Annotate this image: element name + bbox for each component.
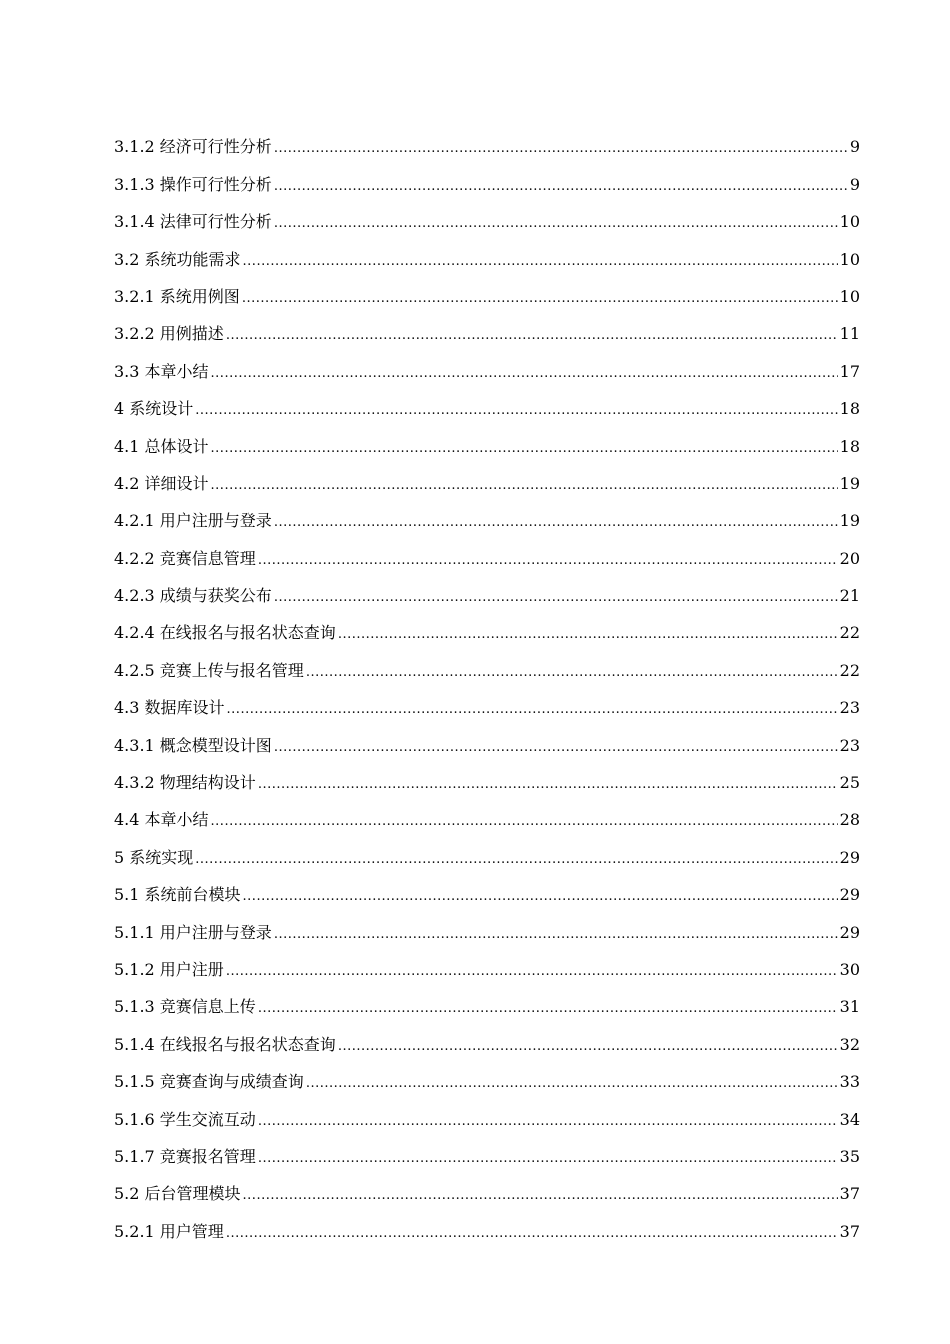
toc-entry-page: 9 xyxy=(849,174,860,194)
toc-entry[interactable] xyxy=(114,830,860,867)
toc-entry-title: 5.1.4 在线报名与报名状态查询 xyxy=(114,1034,336,1054)
toc-dot-leader xyxy=(211,362,838,382)
toc-dot-leader xyxy=(274,175,848,195)
toc-entry-title: 4.2.4 在线报名与报名状态查询 xyxy=(114,623,336,643)
toc-entry-title: 5.1.7 竞赛报名管理 xyxy=(114,1146,256,1166)
toc-entry-page: 9 xyxy=(849,137,860,157)
toc-dot-leader xyxy=(258,1110,838,1130)
toc-entry-title: 4.3.2 物理结构设计 xyxy=(114,773,256,793)
toc-entry[interactable] xyxy=(114,419,860,456)
toc-dot-leader xyxy=(274,137,848,157)
toc-entry[interactable] xyxy=(114,232,860,269)
toc-entry[interactable] xyxy=(114,681,860,718)
toc-dot-leader xyxy=(226,960,838,980)
toc-entry-title: 3.2 系统功能需求 xyxy=(114,249,241,269)
toc-entry[interactable] xyxy=(114,1204,860,1241)
toc-entry-title: 5.1 系统前台模块 xyxy=(114,885,241,905)
toc-entry-title: 5.2 后台管理模块 xyxy=(114,1184,241,1204)
toc-dot-leader xyxy=(258,1147,838,1167)
toc-entry-title: 3.1.3 操作可行性分析 xyxy=(114,174,272,194)
toc-entry[interactable] xyxy=(114,195,860,232)
toc-dot-leader xyxy=(258,997,838,1017)
toc-entry-title: 5.1.2 用户注册 xyxy=(114,959,224,979)
toc-entry[interactable] xyxy=(114,1055,860,1092)
toc-dot-leader xyxy=(211,810,838,830)
toc-dot-leader xyxy=(243,250,838,270)
toc-entry-title: 4 系统设计 xyxy=(114,399,194,419)
toc-dot-leader xyxy=(338,623,838,643)
toc-dot-leader xyxy=(226,1222,838,1242)
toc-dot-leader xyxy=(258,549,838,569)
toc-entry[interactable] xyxy=(114,494,860,531)
toc-dot-leader xyxy=(258,773,838,793)
toc-entry[interactable] xyxy=(114,1017,860,1054)
toc-entry-title: 3.2.2 用例描述 xyxy=(114,324,224,344)
toc-entry-title: 3.2.1 系统用例图 xyxy=(114,286,240,306)
toc-entry[interactable] xyxy=(114,344,860,381)
toc-entry-title: 5 系统实现 xyxy=(114,847,194,867)
toc-entry-page: 25 xyxy=(839,773,860,793)
toc-dot-leader xyxy=(211,437,838,457)
toc-dot-leader xyxy=(227,698,838,718)
toc-dot-leader xyxy=(274,736,838,756)
toc-dot-leader xyxy=(338,1035,838,1055)
toc-entry-page: 20 xyxy=(839,548,860,568)
toc-entry-page: 21 xyxy=(839,586,860,606)
toc-entry-page: 22 xyxy=(839,623,860,643)
toc-dot-leader xyxy=(306,1072,838,1092)
toc-entry-page: 29 xyxy=(839,922,860,942)
toc-entry-title: 5.1.3 竞赛信息上传 xyxy=(114,997,256,1017)
toc-dot-leader xyxy=(195,399,837,419)
toc-entry-title: 3.3 本章小结 xyxy=(114,361,209,381)
toc-entry-page: 31 xyxy=(839,997,860,1017)
toc-dot-leader xyxy=(211,474,838,494)
toc-entry-page: 33 xyxy=(839,1072,860,1092)
toc-entry[interactable] xyxy=(114,382,860,419)
toc-entry-title: 5.1.1 用户注册与登录 xyxy=(114,922,272,942)
toc-entry-page: 29 xyxy=(839,885,860,905)
toc-entry-page: 10 xyxy=(839,286,860,306)
toc-entry-page: 18 xyxy=(839,436,860,456)
toc-dot-leader xyxy=(306,661,838,681)
toc-entry-title: 4.3.1 概念模型设计图 xyxy=(114,735,272,755)
toc-dot-leader xyxy=(274,586,838,606)
toc-entry[interactable] xyxy=(114,756,860,793)
toc-entry-title: 5.1.6 学生交流互动 xyxy=(114,1109,256,1129)
toc-entry[interactable] xyxy=(114,1167,860,1204)
toc-entry-title: 3.1.4 法律可行性分析 xyxy=(114,212,272,232)
toc-entry-title: 3.1.2 经济可行性分析 xyxy=(114,137,272,157)
toc-entry-page: 23 xyxy=(839,735,860,755)
toc-entry[interactable] xyxy=(114,120,860,157)
toc-entry-page: 17 xyxy=(839,361,860,381)
toc-entry[interactable] xyxy=(114,643,860,680)
toc-entry-title: 4.2.2 竞赛信息管理 xyxy=(114,548,256,568)
toc-entry[interactable] xyxy=(114,868,860,905)
toc-entry[interactable] xyxy=(114,569,860,606)
toc-entry-page: 32 xyxy=(839,1034,860,1054)
toc-entry-page: 37 xyxy=(839,1221,860,1241)
toc-dot-leader xyxy=(243,885,838,905)
toc-dot-leader xyxy=(274,511,838,531)
table-of-contents xyxy=(114,120,860,1242)
toc-dot-leader xyxy=(195,848,837,868)
toc-entry-title: 5.2.1 用户管理 xyxy=(114,1221,224,1241)
toc-entry-page: 19 xyxy=(839,473,860,493)
toc-entry[interactable] xyxy=(114,1130,860,1167)
toc-entry-page: 18 xyxy=(839,399,860,419)
toc-entry-title: 4.4 本章小结 xyxy=(114,810,209,830)
toc-entry[interactable] xyxy=(114,270,860,307)
toc-entry-page: 28 xyxy=(839,810,860,830)
toc-entry-page: 11 xyxy=(839,324,860,344)
toc-entry-page: 37 xyxy=(839,1184,860,1204)
toc-dot-leader xyxy=(242,287,838,307)
toc-entry-title: 4.2.1 用户注册与登录 xyxy=(114,511,272,531)
toc-entry[interactable] xyxy=(114,980,860,1017)
toc-entry-page: 29 xyxy=(839,847,860,867)
toc-dot-leader xyxy=(243,1184,838,1204)
toc-entry-page: 30 xyxy=(839,959,860,979)
toc-entry-page: 19 xyxy=(839,511,860,531)
toc-entry-page: 10 xyxy=(839,212,860,232)
toc-entry-page: 35 xyxy=(839,1146,860,1166)
toc-entry[interactable] xyxy=(114,793,860,830)
toc-entry[interactable] xyxy=(114,307,860,344)
toc-entry-page: 34 xyxy=(839,1109,860,1129)
toc-entry[interactable] xyxy=(114,606,860,643)
toc-entry-title: 4.3 数据库设计 xyxy=(114,698,225,718)
toc-entry-title: 5.1.5 竞赛查询与成绩查询 xyxy=(114,1072,304,1092)
toc-entry-title: 4.1 总体设计 xyxy=(114,436,209,456)
toc-entry-page: 10 xyxy=(839,249,860,269)
toc-dot-leader xyxy=(226,324,838,344)
toc-entry-title: 4.2 详细设计 xyxy=(114,473,209,493)
toc-entry[interactable] xyxy=(114,157,860,194)
toc-entry[interactable] xyxy=(114,1092,860,1129)
toc-entry[interactable] xyxy=(114,531,860,568)
toc-entry[interactable] xyxy=(114,457,860,494)
toc-dot-leader xyxy=(274,212,838,232)
toc-entry[interactable] xyxy=(114,718,860,755)
toc-entry-page: 22 xyxy=(839,660,860,680)
toc-entry-title: 4.2.3 成绩与获奖公布 xyxy=(114,586,272,606)
toc-entry[interactable] xyxy=(114,905,860,942)
toc-entry-title: 4.2.5 竞赛上传与报名管理 xyxy=(114,660,304,680)
toc-entry[interactable] xyxy=(114,943,860,980)
toc-dot-leader xyxy=(274,923,838,943)
toc-entry-page: 23 xyxy=(839,698,860,718)
